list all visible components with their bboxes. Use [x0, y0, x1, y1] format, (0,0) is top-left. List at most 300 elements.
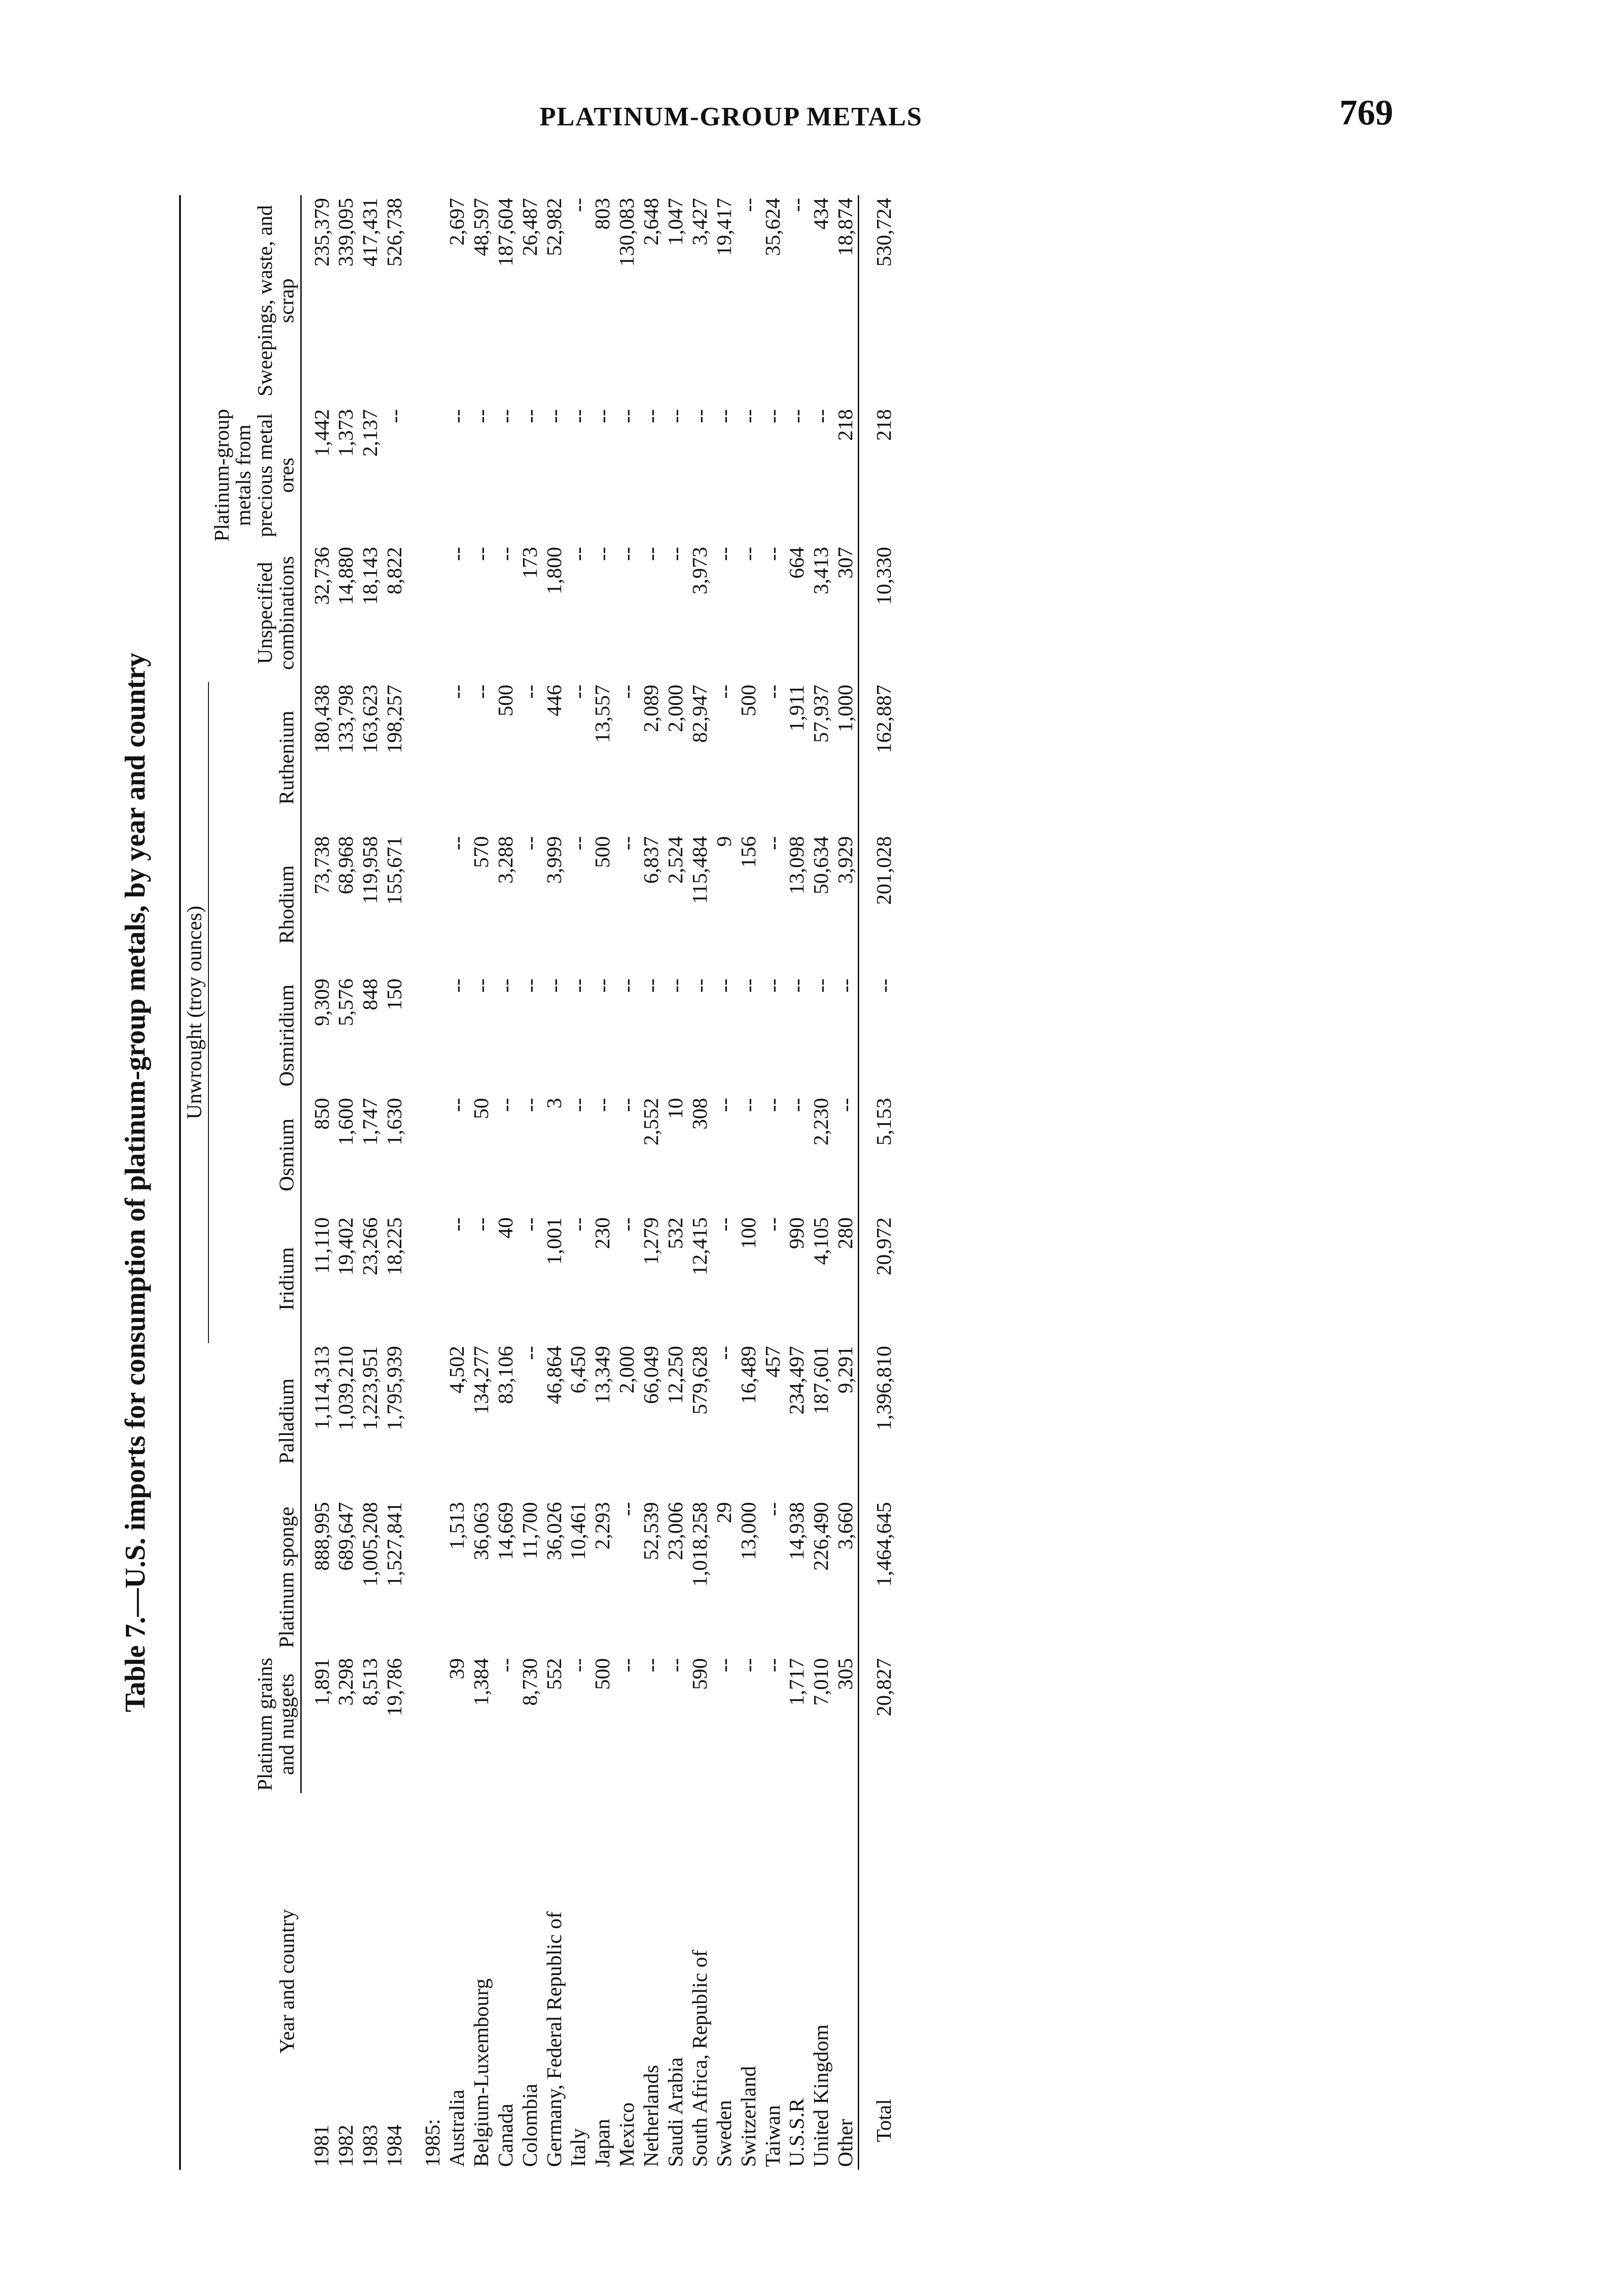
cell-value: --: [664, 409, 687, 423]
cell-value: 10,461: [566, 1502, 590, 1560]
cell-value: --: [566, 546, 590, 561]
cell-value: --: [518, 979, 541, 993]
cell-value: 1,630: [383, 1098, 406, 1146]
row-label: Italy: [566, 2128, 590, 2167]
running-head: PLATINUM-GROUP METALS: [540, 101, 923, 131]
cell-value: --: [444, 1098, 468, 1112]
cell-value: 133,798: [334, 684, 358, 754]
col-header-osmium: Osmium: [208, 1095, 301, 1215]
cell-value: 7,010: [809, 1658, 833, 1706]
cell-value: 1,279: [639, 1217, 663, 1265]
cell-value: --: [493, 546, 517, 561]
cell-value: 1,396,810: [859, 1343, 896, 1499]
row-label: 1983: [358, 2125, 382, 2167]
cell-value: 18,225: [383, 1217, 406, 1276]
cell-value: 40: [493, 1217, 517, 1238]
col-header-year-country: Year and country: [180, 1793, 301, 2170]
cell-value: 4,502: [444, 1346, 468, 1394]
row-label: Other: [833, 2119, 857, 2167]
cell-value: --: [493, 979, 517, 993]
cell-value: 1,891: [309, 1658, 333, 1706]
cell-value: --: [615, 1502, 639, 1516]
cell-value: --: [518, 1098, 541, 1112]
cell-value: 850: [309, 1098, 333, 1130]
cell-value: 2,000: [664, 684, 687, 732]
row-label: Sweden: [712, 2100, 736, 2167]
cell-value: 532: [664, 1217, 687, 1249]
cell-value: --: [444, 979, 468, 993]
cell-value: 187,601: [809, 1346, 833, 1415]
col-header-ores: Platinum-group metals from precious metal ores: [208, 406, 301, 544]
cell-value: 2,293: [591, 1502, 614, 1550]
cell-value: --: [639, 409, 663, 423]
cell-value: --: [566, 979, 590, 993]
cell-value: 990: [785, 1217, 809, 1249]
cell-value: 100: [736, 1217, 760, 1249]
cell-value: 664: [785, 546, 809, 579]
cell-value: --: [518, 1217, 541, 1232]
cell-value: --: [566, 1217, 590, 1232]
cell-value: 119,958: [358, 836, 382, 904]
cell-value: 10: [664, 1098, 687, 1119]
cell-value: 16,489: [736, 1346, 760, 1404]
cell-value: 50,634: [809, 836, 833, 895]
cell-value: 3,660: [833, 1502, 857, 1550]
year-row: [358, 195, 383, 2170]
cell-value: --: [859, 976, 896, 1095]
cell-value: --: [566, 836, 590, 850]
cell-value: --: [566, 1098, 590, 1112]
cell-value: 1,795,939: [383, 1346, 406, 1430]
imports-table: [179, 195, 896, 2170]
col-header-sponge: Platinum sponge: [208, 1499, 301, 1655]
cell-value: 570: [469, 836, 493, 868]
cell-value: --: [712, 409, 736, 423]
cell-value: 2,552: [639, 1098, 663, 1146]
cell-value: --: [809, 409, 833, 423]
cell-value: 14,669: [493, 1502, 517, 1560]
data-table-wrapper: [179, 195, 896, 2170]
cell-value: 280: [833, 1217, 857, 1249]
cell-value: 1,018,258: [687, 1502, 711, 1587]
cell-value: --: [833, 1098, 857, 1112]
cell-value: 1,005,208: [358, 1502, 382, 1587]
cell-value: --: [615, 684, 639, 699]
cell-value: 3,288: [493, 836, 517, 884]
cell-value: 3,298: [334, 1658, 358, 1706]
row-label: Mexico: [615, 2102, 639, 2167]
row-label: United Kingdom: [809, 2024, 833, 2167]
row-label: Saudi Arabia: [664, 2057, 687, 2167]
cell-value: 1,223,951: [358, 1346, 382, 1430]
cell-value: 3,427: [687, 197, 711, 246]
cell-value: 689,647: [334, 1502, 358, 1571]
cell-value: 1,384: [469, 1658, 493, 1706]
cell-value: 2,697: [444, 197, 468, 246]
cell-value: --: [687, 409, 711, 423]
cell-value: --: [518, 409, 541, 423]
cell-value: --: [639, 546, 663, 561]
cell-value: 13,098: [785, 836, 809, 895]
cell-value: 156: [736, 836, 760, 868]
cell-value: 163,623: [358, 684, 382, 754]
table-title: Table 7.—U.S. imports for consumption of platinum-group metals, by year and country: [120, 653, 151, 1712]
cell-value: 48,597: [469, 197, 493, 256]
cell-value: 3,929: [833, 836, 857, 884]
cell-value: --: [760, 1658, 784, 1672]
col-header-iridium: Iridium: [208, 1215, 301, 1343]
cell-value: 73,738: [309, 836, 333, 895]
cell-value: 19,786: [383, 1658, 406, 1716]
cell-value: 19,402: [334, 1217, 358, 1276]
cell-value: 12,250: [664, 1346, 687, 1404]
cell-value: --: [736, 979, 760, 993]
row-label: 1981: [309, 2125, 333, 2167]
cell-value: 230: [591, 1217, 614, 1249]
cell-value: --: [785, 409, 809, 423]
cell-value: 20,827: [859, 1655, 896, 1793]
row-label: U.S.S.R: [785, 2098, 809, 2167]
cell-value: 500: [493, 684, 517, 716]
country-row: [737, 195, 761, 2170]
cell-value: 5,576: [334, 979, 358, 1026]
cell-value: --: [833, 979, 857, 993]
cell-value: --: [760, 1098, 784, 1112]
cell-value: --: [760, 684, 784, 699]
cell-value: --: [785, 1098, 809, 1112]
cell-value: --: [736, 1658, 760, 1672]
cell-value: 888,995: [309, 1502, 333, 1571]
cell-value: 1,114,313: [309, 1346, 333, 1430]
cell-value: 23,266: [358, 1217, 382, 1276]
cell-value: --: [566, 409, 590, 423]
cell-value: 457: [760, 1346, 784, 1378]
country-row: [591, 195, 615, 2170]
cell-value: 4,105: [809, 1217, 833, 1265]
cell-value: --: [687, 979, 711, 993]
cell-value: 162,887: [859, 682, 896, 833]
cell-value: 2,648: [639, 197, 663, 246]
cell-value: --: [615, 409, 639, 423]
cell-value: 434: [809, 197, 833, 230]
cell-value: 307: [833, 546, 857, 579]
cell-value: --: [591, 979, 614, 993]
cell-value: --: [712, 684, 736, 699]
col-header-rhodium: Rhodium: [208, 833, 301, 976]
cell-value: --: [469, 409, 493, 423]
cell-value: 803: [591, 197, 614, 230]
cell-value: --: [712, 1098, 736, 1112]
cell-value: --: [493, 409, 517, 423]
cell-value: 235,379: [309, 197, 333, 267]
cell-value: --: [469, 546, 493, 561]
cell-value: 18,143: [358, 546, 382, 605]
cell-value: --: [444, 546, 468, 561]
cell-value: --: [444, 1217, 468, 1232]
cell-value: --: [736, 546, 760, 561]
cell-value: 9,309: [309, 979, 333, 1026]
cell-value: 8,822: [383, 546, 406, 595]
cell-value: 1,001: [542, 1217, 566, 1265]
year-row: [301, 195, 334, 2170]
cell-value: --: [736, 197, 760, 212]
cell-value: 1,000: [833, 684, 857, 732]
cell-value: --: [542, 979, 566, 993]
col-header-sweepings: Sweepings, waste, and scrap: [208, 195, 301, 406]
cell-value: 1,911: [785, 684, 809, 732]
cell-value: --: [591, 546, 614, 561]
country-row: [688, 195, 712, 2170]
cell-value: 579,628: [687, 1346, 711, 1415]
cell-value: --: [444, 684, 468, 699]
cell-value: --: [469, 1217, 493, 1232]
cell-value: 2,524: [664, 836, 687, 884]
cell-value: 234,497: [785, 1346, 809, 1415]
row-label: Australia: [444, 2089, 468, 2167]
cell-value: 1,464,645: [859, 1499, 896, 1655]
cell-value: --: [664, 979, 687, 993]
cell-value: 130,083: [615, 197, 639, 267]
cell-value: --: [760, 409, 784, 423]
cell-value: --: [760, 1502, 784, 1516]
cell-value: 13,000: [736, 1502, 760, 1560]
cell-value: --: [760, 1217, 784, 1232]
cell-value: --: [615, 546, 639, 561]
cell-value: --: [712, 1346, 736, 1360]
cell-value: 11,110: [309, 1217, 333, 1274]
cell-value: 339,095: [334, 197, 358, 267]
row-label: Taiwan: [760, 2105, 784, 2167]
cell-value: 2,137: [358, 409, 382, 457]
cell-value: 115,484: [687, 836, 711, 904]
cell-value: 2,000: [615, 1346, 639, 1394]
cell-value: --: [760, 979, 784, 993]
cell-value: --: [518, 684, 541, 699]
cell-value: --: [518, 836, 541, 850]
cell-value: 20,972: [859, 1215, 896, 1343]
country-row: [833, 195, 858, 2170]
cell-value: --: [615, 836, 639, 850]
cell-value: 1,717: [785, 1658, 809, 1706]
cell-value: 2,230: [809, 1098, 833, 1146]
cell-value: --: [615, 1217, 639, 1232]
cell-value: 150: [383, 979, 406, 1010]
cell-value: --: [566, 684, 590, 699]
cell-value: 226,490: [809, 1502, 833, 1571]
cell-value: 500: [736, 684, 760, 716]
cell-value: --: [591, 409, 614, 423]
unwrought-header: Unwrought (troy ounces): [180, 682, 208, 1343]
cell-value: 14,880: [334, 546, 358, 605]
cell-value: 218: [833, 409, 857, 441]
cell-value: --: [469, 684, 493, 699]
cell-value: 173: [518, 546, 541, 579]
cell-value: --: [444, 836, 468, 850]
cell-value: 6,450: [566, 1346, 590, 1394]
row-label: South Africa, Republic of: [687, 1950, 711, 2167]
cell-value: 526,738: [383, 197, 406, 267]
cell-value: --: [615, 979, 639, 993]
cell-value: 1,039,210: [334, 1346, 358, 1430]
year-row: [383, 195, 407, 2170]
cell-value: 68,968: [334, 836, 358, 895]
cell-value: --: [469, 979, 493, 993]
country-rows: [445, 195, 859, 2170]
cell-value: 11,700: [518, 1502, 541, 1559]
col-header-unspecified: Unspecified combinations: [208, 544, 301, 682]
cell-value: 1,373: [334, 409, 358, 457]
country-row: [761, 195, 785, 2170]
col-header-ruthenium: Ruthenium: [208, 682, 301, 833]
cell-value: --: [712, 979, 736, 993]
cell-value: 1,800: [542, 546, 566, 595]
cell-value: --: [664, 1658, 687, 1672]
cell-value: 35,624: [760, 197, 784, 256]
group-label-section: [407, 195, 445, 2170]
cell-value: --: [566, 197, 590, 212]
cell-value: 19,417: [712, 197, 736, 256]
cell-value: 83,106: [493, 1346, 517, 1404]
cell-value: 32,736: [309, 546, 333, 605]
cell-value: 530,724: [859, 195, 896, 406]
country-row: [445, 195, 469, 2170]
cell-value: 52,982: [542, 197, 566, 256]
cell-value: --: [639, 1658, 663, 1672]
cell-value: --: [493, 1658, 517, 1672]
group-label-1985: 1985:: [421, 2119, 444, 2167]
row-label: Colombia: [518, 2083, 541, 2167]
cell-value: 1,513: [444, 1502, 468, 1550]
total-section: [859, 195, 896, 2170]
cell-value: --: [785, 197, 809, 212]
cell-value: 23,006: [664, 1502, 687, 1560]
cell-value: 305: [833, 1658, 857, 1690]
cell-value: --: [493, 1098, 517, 1112]
col-header-palladium: Palladium: [208, 1343, 301, 1499]
cell-value: --: [712, 1217, 736, 1232]
cell-value: --: [760, 546, 784, 561]
cell-value: --: [383, 409, 406, 423]
cell-value: 14,938: [785, 1502, 809, 1560]
cell-value: 26,487: [518, 197, 541, 256]
cell-value: 12,415: [687, 1217, 711, 1276]
country-row: [639, 195, 664, 2170]
cell-value: 8,513: [358, 1658, 382, 1706]
col-header-osmiridium: Osmiridium: [208, 976, 301, 1095]
row-label: 1984: [383, 2125, 406, 2167]
cell-value: 500: [591, 836, 614, 868]
row-label: Netherlands: [639, 2065, 663, 2167]
cell-value: 134,277: [469, 1346, 493, 1415]
cell-value: 3,999: [542, 836, 566, 884]
cell-value: 201,028: [859, 833, 896, 976]
cell-value: --: [712, 1658, 736, 1672]
cell-value: 9: [712, 836, 736, 847]
cell-value: --: [809, 979, 833, 993]
cell-value: --: [591, 1098, 614, 1112]
cell-value: 36,063: [469, 1502, 493, 1560]
rotated-table-block: [119, 195, 1019, 2170]
cell-value: --: [736, 1098, 760, 1112]
cell-value: 187,604: [493, 197, 517, 267]
cell-value: 218: [859, 406, 896, 544]
cell-value: --: [760, 836, 784, 850]
cell-value: 848: [358, 979, 382, 1010]
row-label: Total: [859, 1793, 896, 2170]
cell-value: 1,442: [309, 409, 333, 457]
cell-value: 308: [687, 1098, 711, 1130]
cell-value: --: [664, 546, 687, 561]
cell-value: 590: [687, 1658, 711, 1690]
country-row: [542, 195, 567, 2170]
cell-value: 552: [542, 1658, 566, 1690]
cell-value: --: [639, 979, 663, 993]
cell-value: 3,973: [687, 546, 711, 595]
total-row: [859, 195, 896, 2170]
year-row: [334, 195, 358, 2170]
row-label: Switzerland: [736, 2066, 760, 2167]
cell-value: --: [542, 409, 566, 423]
country-row: [664, 195, 688, 2170]
cell-value: 6,837: [639, 836, 663, 884]
cell-value: 2,089: [639, 684, 663, 732]
cell-value: 5,153: [859, 1095, 896, 1215]
cell-value: --: [615, 1658, 639, 1672]
page-number: 769: [1339, 92, 1393, 132]
cell-value: 198,257: [383, 684, 406, 754]
row-label: Germany, Federal Republic of: [542, 1911, 566, 2167]
cell-value: 500: [591, 1658, 614, 1690]
year-rows: [301, 195, 407, 2170]
cell-value: 52,539: [639, 1502, 663, 1560]
cell-value: 57,937: [809, 684, 833, 743]
country-row: [566, 195, 591, 2170]
cell-value: 13,557: [591, 684, 614, 743]
cell-value: 66,049: [639, 1346, 663, 1404]
cell-value: 10,330: [859, 544, 896, 682]
cell-value: 9,291: [833, 1346, 857, 1394]
cell-value: 417,431: [358, 197, 382, 267]
cell-value: 446: [542, 684, 566, 716]
cell-value: 50: [469, 1098, 493, 1119]
cell-value: 155,671: [383, 836, 406, 905]
cell-value: 18,874: [833, 197, 857, 256]
country-row: [615, 195, 639, 2170]
cell-value: 29: [712, 1502, 736, 1523]
cell-value: --: [712, 546, 736, 561]
country-row: [518, 195, 542, 2170]
row-label: Japan: [591, 2119, 614, 2167]
row-label: 1982: [334, 2125, 358, 2167]
cell-value: 180,438: [309, 684, 333, 754]
cell-value: 39: [444, 1658, 468, 1679]
country-row: [809, 195, 833, 2170]
cell-value: 3: [542, 1098, 566, 1109]
cell-value: 1,747: [358, 1098, 382, 1146]
cell-value: --: [566, 1658, 590, 1672]
row-label: Canada: [493, 2104, 517, 2167]
col-header-grains: Platinum grains and nuggets: [208, 1655, 301, 1793]
cell-value: --: [615, 1098, 639, 1112]
cell-value: --: [736, 409, 760, 423]
cell-value: 13,349: [591, 1346, 614, 1404]
country-row: [494, 195, 518, 2170]
cell-value: 82,947: [687, 684, 711, 743]
cell-value: 1,527,841: [383, 1502, 406, 1587]
cell-value: 1,600: [334, 1098, 358, 1146]
cell-value: --: [444, 409, 468, 423]
country-row: [469, 195, 494, 2170]
